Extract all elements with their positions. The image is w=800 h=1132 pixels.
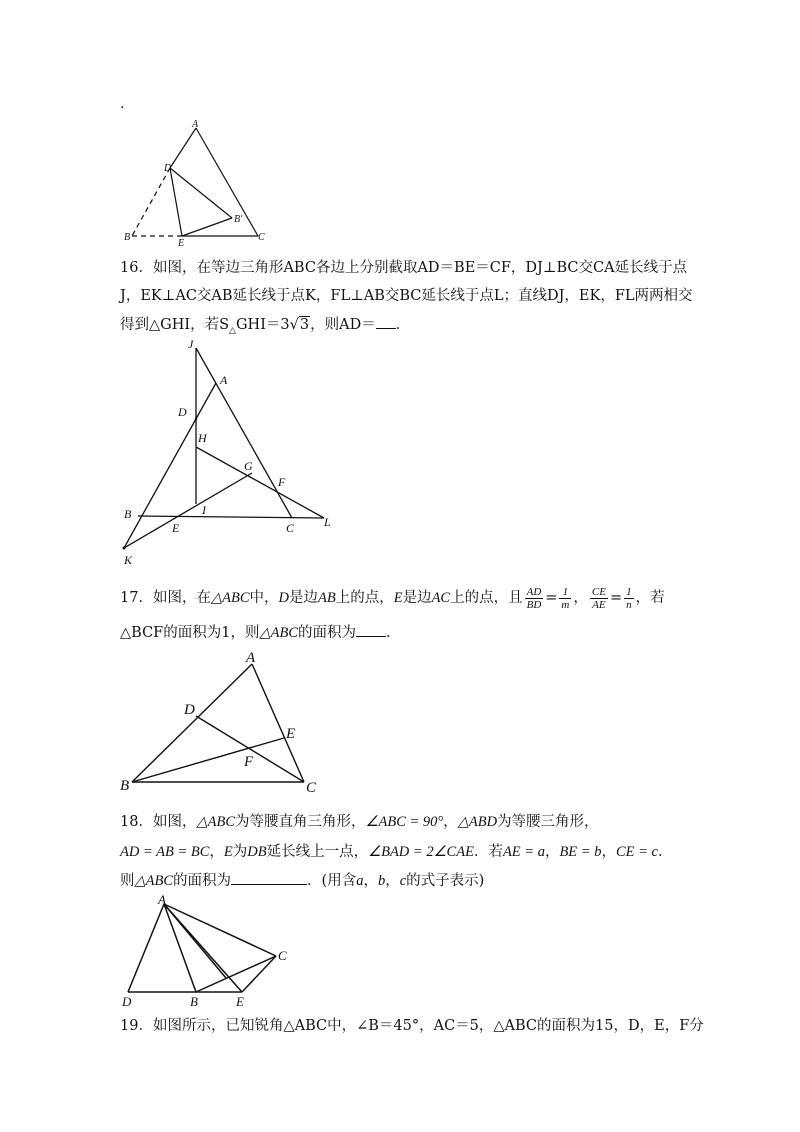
answer-blank-q18[interactable] [231,870,307,885]
label-D: D [164,163,172,174]
q18-eq: BE = b [559,844,602,860]
label-A: A [220,373,228,387]
edge-DA [128,904,164,992]
edge-EC [242,956,276,992]
q19-line1 [120,1016,704,1036]
q18-text: ， [443,814,458,830]
label-B: B [124,232,131,243]
q17-eq: = [545,590,558,606]
q17-number: 17． [120,590,153,606]
q17-var-AB: AB [317,590,336,606]
label-A: A [158,892,166,907]
label-E: E [178,238,185,249]
label-A: A [192,119,199,130]
label-D: D [122,994,132,1009]
q18-tri: △ABC [196,814,235,830]
q18-tri2: △ABD [457,814,498,830]
q16-line2: J，EK⊥AC交AB延长线于点K，FL⊥AB交BC延长线于点L；直线DJ，EK，FL两两相交 [120,288,693,304]
q16-text3b: GHI＝3 [235,317,290,333]
q16-text3c: ，则AD＝ [310,317,376,333]
label-E: E [286,726,296,742]
label-B: B [124,507,132,521]
q18-var: a [356,873,364,889]
edge-DB-dashed [132,168,170,236]
q18-var: E [223,844,233,860]
edge-DE [170,168,182,236]
q17-tri: △ABC [259,625,299,641]
figure-q15 [120,118,280,248]
edge-EBprime [182,218,232,236]
q18-text: ， [363,873,378,889]
q18-line3 [120,870,484,891]
label-F: F [278,475,286,489]
sqrt-symbol: √3 [289,317,310,333]
q18-text: 的式子表示) [406,873,485,889]
label-C: C [306,780,317,796]
q17-text: 如图，在 [152,590,211,606]
q17-text: 是边 [288,590,318,606]
q18-text: 为等腰三角形， [497,814,599,830]
q16-end: ． [395,317,411,333]
figure-q16 [118,336,338,568]
q16-sub: △ [229,325,236,336]
answer-blank-q17[interactable] [356,622,386,637]
label-J: J [188,337,194,351]
label-D: D [178,405,187,419]
q18-eq: AE = a [502,844,545,860]
q17-tri: △ABC [210,590,250,606]
q17-text: 的面积为 [298,625,357,641]
q18-text: ， [544,844,560,860]
stray-dot: . [120,96,125,112]
q18-line2 [120,842,672,862]
fraction-1-n: $\frac{1}{n}$ [626,585,632,611]
edge-AC [252,664,304,782]
line-AB-extended [124,383,216,548]
q17-end: ． [386,625,401,641]
line-HL [196,447,324,518]
q18-text: 的面积为 [173,873,232,889]
q18-text: 为等腰直角三角形， [235,814,366,830]
q17-line2 [120,622,401,643]
q17-var-D: D [278,590,289,606]
label-K: K [124,553,133,567]
q16-text3a: 得到△GHI，若S [120,317,230,333]
q18-text: ， [385,873,400,889]
fraction-CE-AE: $\frac{CE}{AE}$ [591,585,606,611]
q18-text: ．若 [473,844,503,860]
dot-K [123,547,126,550]
q18-eq: AD = AB = BC [120,844,210,860]
q16-text1: 如图，在等边三角形ABC各边上分别截取AD＝BE＝CF，DJ⊥BC交CA延长线于点 [152,260,688,276]
fraction-1-m: $\frac{1}{m}$ [561,585,570,611]
q18-text: 延长线上一点， [266,844,369,860]
label-F: F [244,754,254,770]
label-H: H [198,431,207,445]
label-A: A [246,650,256,666]
q17-var-AC: AC [431,590,451,606]
q17-text: 上的点，且 [450,590,523,606]
q18-text: 则 [120,873,135,889]
q17-text: 中， [249,590,279,606]
q18-eq: CE = c [615,844,658,860]
line-BL [138,516,324,518]
q17-text: ，若 [635,590,665,606]
label-B: B [120,778,130,794]
q18-text: ．(用含 [307,873,357,889]
label-I: I [202,503,206,517]
q18-text: ， [601,844,616,860]
q18-tri: △ABC [134,873,174,889]
q17-text: △BCF的面积为1，则 [120,625,260,641]
label-Bprime: B' [234,214,243,225]
q17-text: ， [573,590,588,606]
label-B: B [190,994,198,1009]
q19-text: 如图所示，已知锐角△ABC中，∠B＝45°，AC＝5，△ABC的面积为15，D，E，F分 [152,1018,704,1034]
q18-text: 为 [232,844,248,860]
figure-q18 [118,892,308,1014]
q18-angle: ∠ABC = 90° [365,814,444,830]
q18-text: 如图， [152,814,197,830]
edge-AD [170,128,196,168]
label-L: L [324,515,331,529]
line-KG [124,473,252,548]
fraction-AD-BD: $\frac{AD}{BD}$ [526,585,542,611]
q17-var-E: E [393,590,403,606]
label-G: G [244,459,253,473]
q19-number: 19． [120,1018,153,1034]
q18-number: 18． [120,814,153,830]
q18-var: c [399,873,407,889]
label-C: C [278,948,287,963]
q18-text: ． [657,844,673,860]
answer-blank-q16[interactable] [376,314,396,329]
label-D: D [184,702,195,718]
label-E: E [172,521,180,535]
q18-line1 [120,812,599,832]
label-C: C [258,232,265,243]
q18-var: DB [247,844,267,860]
q18-var: b [377,873,386,889]
q17-line1 [120,584,665,612]
figure-q17 [118,648,338,798]
q17-text: 上的点， [335,590,394,606]
label-C: C [286,521,295,535]
q18-angle: ∠BAD = 2∠CAE [368,844,474,860]
q16-number: 16． [120,260,153,276]
q17-text: 是边 [402,590,432,606]
q18-text: ， [209,844,224,860]
q17-eq: = [609,590,623,606]
q16-line1 [120,258,687,278]
edge-AX [164,904,226,978]
dot-D [195,418,197,420]
edge-BC [196,956,276,992]
label-E: E [236,994,244,1009]
